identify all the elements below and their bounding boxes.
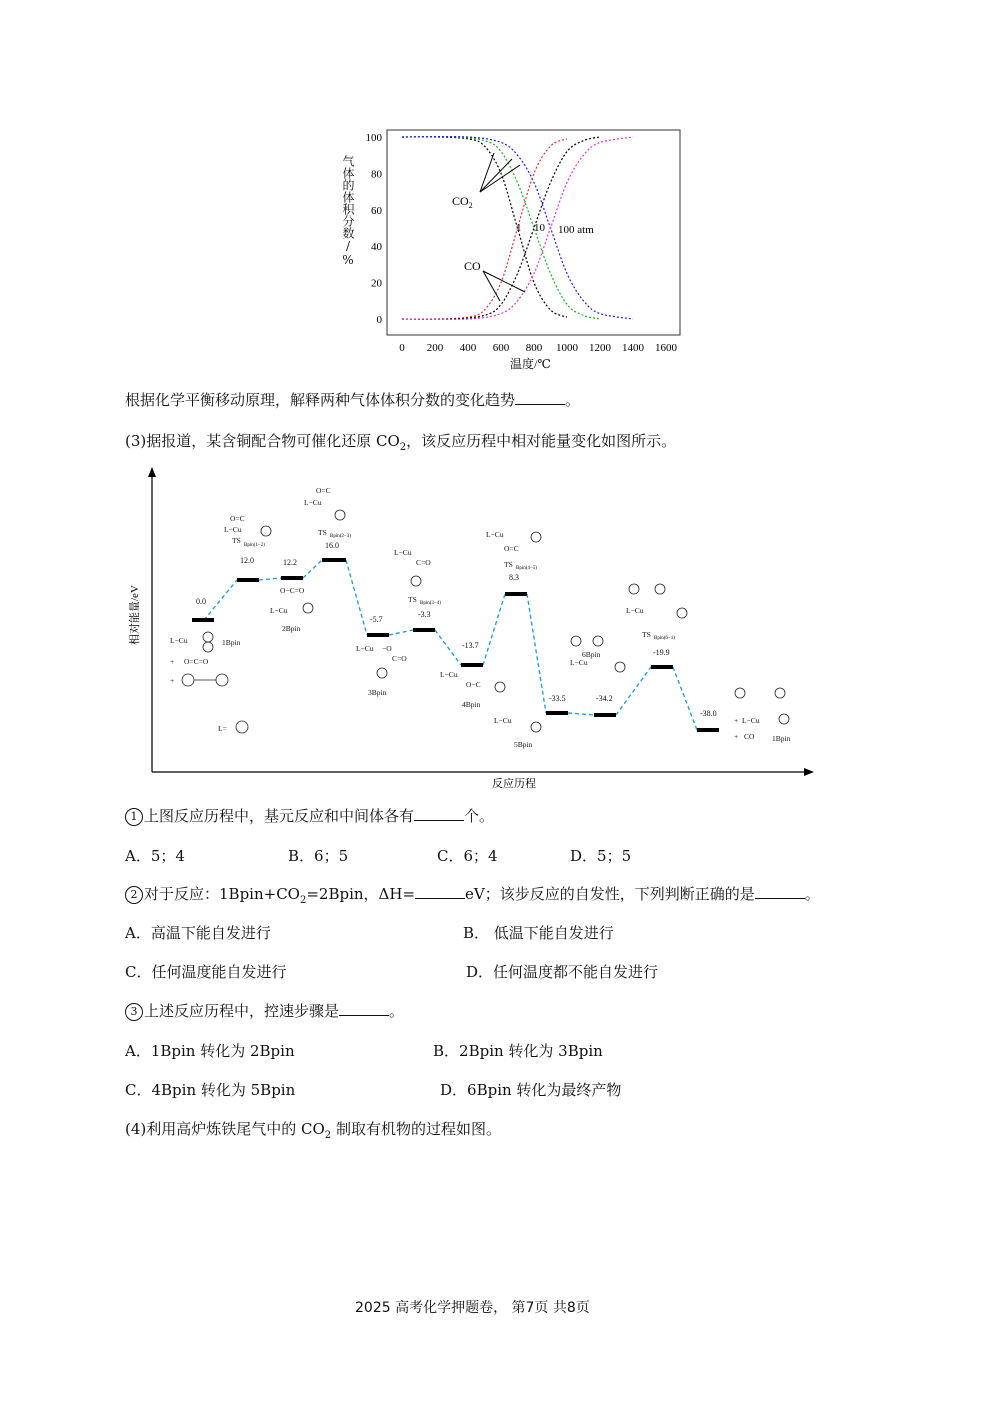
- question-4-intro: (4)利用高炉炼铁尾气中的 $CO_2$ 制取有机物的过程如图。: [125, 1120, 501, 1141]
- y-axis-label: 气体的体积分数/%: [341, 155, 355, 267]
- connector: [346, 560, 367, 635]
- x-tick-label: 1200: [589, 342, 611, 354]
- svg-text:O=C=O: O=C=O: [184, 657, 209, 666]
- level-value: 12.0: [240, 556, 254, 565]
- x-tick-label: 400: [459, 342, 477, 354]
- svg-text:O=C: O=C: [504, 544, 519, 553]
- answer-blank[interactable]: [755, 884, 805, 899]
- option[interactable]: B．2Bpin 转化为 3Bpin: [433, 1042, 603, 1060]
- svg-text:Bpin(4−5): Bpin(4−5): [516, 566, 537, 571]
- pressure-label-10: 10: [534, 222, 545, 234]
- svg-text:TS: TS: [318, 528, 327, 537]
- option[interactable]: D．6Bpin 转化为最终产物: [440, 1081, 622, 1099]
- answer-blank[interactable]: [414, 806, 464, 821]
- option[interactable]: C．任何温度能自发进行: [125, 963, 287, 981]
- svg-text:Bpin(3−4): Bpin(3−4): [420, 601, 441, 606]
- answer-blank[interactable]: [515, 390, 565, 405]
- connector: [435, 630, 461, 665]
- svg-text:6Bpin: 6Bpin: [582, 650, 601, 659]
- option[interactable]: B．6；5: [288, 847, 349, 865]
- svg-text:Bpin(6−1): Bpin(6−1): [654, 636, 675, 641]
- molecule-final: [734, 688, 791, 743]
- svg-text:O=C: O=C: [230, 514, 245, 523]
- level-value: 16.0: [325, 541, 339, 550]
- question-3-3: 3 上述反应历程中，控速步骤是 。: [125, 1001, 404, 1021]
- x-axis-arrow: [804, 768, 814, 776]
- svg-text:L−Cu: L−Cu: [742, 716, 760, 725]
- svg-text:5Bpin: 5Bpin: [514, 740, 533, 749]
- svg-text:L−Cu: L−Cu: [170, 636, 188, 645]
- svg-text:O−C: O−C: [466, 680, 481, 689]
- svg-text:C=O: C=O: [416, 558, 431, 567]
- co-label: CO: [464, 259, 481, 273]
- connector: [673, 667, 697, 730]
- level-value: -3.3: [418, 610, 431, 619]
- page-footer: 2025 高考化学押题卷， 第7页 共8页: [355, 1300, 590, 1316]
- pressure-label-1: 1: [516, 222, 522, 234]
- connector: [616, 667, 651, 715]
- svg-text:+: +: [170, 657, 175, 666]
- svg-text:TS: TS: [642, 630, 651, 639]
- svg-text:L−Cu: L−Cu: [304, 498, 322, 507]
- energy-profile-chart: [120, 465, 820, 795]
- connector: [527, 594, 546, 713]
- level-value: -34.2: [596, 694, 613, 703]
- level-value: 0.0: [196, 597, 206, 606]
- molecule-1bpin: [170, 632, 248, 733]
- question-3-intro: (3)据报道，某含铜配合物可催化还原 $CO_2$，该反应历程中相对能量变化如图所示。: [125, 432, 677, 453]
- molecule-ts34: [394, 548, 441, 606]
- level-value: -19.9: [653, 648, 670, 657]
- y-tick-label: 100: [365, 132, 382, 144]
- x-tick-label: 1600: [655, 342, 677, 354]
- level-value: -33.5: [549, 694, 566, 703]
- y-tick-label: 80: [371, 168, 382, 181]
- connector: [259, 578, 281, 580]
- connector: [483, 594, 505, 665]
- equilibrium-chart-svg: [340, 125, 685, 375]
- connectors: [204, 560, 697, 730]
- option[interactable]: B． 低温下能自发进行: [463, 924, 614, 942]
- svg-text:C=O: C=O: [392, 654, 407, 663]
- svg-text:1Bpin: 1Bpin: [772, 734, 791, 743]
- svg-text:Bpin(1−2): Bpin(1−2): [244, 543, 265, 548]
- svg-text:−O: −O: [382, 644, 392, 653]
- svg-text:L=: L=: [218, 724, 227, 733]
- svg-text:+: +: [170, 676, 175, 685]
- connector: [568, 713, 594, 715]
- option[interactable]: D．5；5: [570, 847, 632, 865]
- level-value: -38.0: [700, 709, 717, 718]
- option[interactable]: A．高温下能自发进行: [125, 924, 271, 942]
- molecule-ts45: [486, 530, 541, 571]
- option[interactable]: A．1Bpin 转化为 2Bpin: [125, 1042, 295, 1060]
- pressure-label-100: 100 atm: [558, 224, 594, 236]
- svg-text:+: +: [734, 716, 739, 725]
- option[interactable]: D．任何温度都不能自发进行: [466, 963, 659, 981]
- svg-text:TS: TS: [504, 560, 513, 569]
- connector: [303, 560, 322, 578]
- connector: [389, 630, 413, 635]
- x-axis-label: 温度/℃: [510, 357, 551, 371]
- svg-text:CO: CO: [744, 732, 755, 741]
- option[interactable]: A．5；4: [125, 847, 185, 865]
- svg-text:L−Cu: L−Cu: [570, 658, 588, 667]
- answer-blank[interactable]: [339, 1001, 389, 1016]
- molecule-2bpin: [270, 586, 313, 633]
- x-tick-label: 0: [399, 342, 405, 354]
- svg-text:L−Cu: L−Cu: [494, 716, 512, 725]
- level-value: -5.7: [370, 615, 383, 624]
- x-tick-label: 800: [525, 342, 543, 354]
- y-tick-label: 0: [376, 314, 382, 326]
- energy-y-label: 相对能量/eV: [129, 585, 141, 645]
- level-value: -13.7: [462, 641, 479, 650]
- explain-question: 根据化学平衡移动原理，解释两种气体体积分数的变化趋势 。: [125, 391, 581, 409]
- energy-profile-svg: [120, 465, 820, 795]
- svg-text:L−Cu: L−Cu: [486, 530, 504, 539]
- molecule-6bpin: [570, 636, 625, 672]
- level-value: 8.3: [509, 573, 519, 582]
- y-tick-label: 40: [371, 241, 382, 254]
- equilibrium-chart: [340, 125, 685, 375]
- svg-text:+: +: [734, 732, 739, 741]
- molecule-ts23: [304, 486, 351, 539]
- level-value: 12.2: [283, 558, 297, 567]
- svg-text:3Bpin: 3Bpin: [368, 688, 387, 697]
- answer-blank[interactable]: [415, 884, 465, 899]
- x-tick-label: 600: [492, 342, 510, 354]
- connector: [204, 580, 237, 620]
- energy-x-label: 反应历程: [492, 778, 536, 790]
- molecule-3bpin: [356, 644, 407, 697]
- svg-text:2Bpin: 2Bpin: [282, 624, 301, 633]
- explain-text: 根据化学平衡移动原理，解释两种气体体积分数的变化趋势: [125, 391, 516, 409]
- svg-text:1Bpin: 1Bpin: [222, 638, 241, 647]
- molecule-5bpin: [494, 716, 541, 749]
- x-tick-label: 1000: [556, 342, 578, 354]
- option[interactable]: C．4Bpin 转化为 5Bpin: [125, 1081, 296, 1099]
- svg-text:L−Cu: L−Cu: [270, 606, 288, 615]
- molecule-ts12: [224, 514, 271, 548]
- y-axis-arrow: [148, 467, 156, 477]
- question-3-1: 1 上图反应历程中，基元反应和中间体各有 个。: [125, 806, 494, 826]
- svg-text:L−Cu: L−Cu: [440, 670, 458, 679]
- option[interactable]: C．6；4: [437, 847, 498, 865]
- svg-text:L−Cu: L−Cu: [356, 644, 374, 653]
- y-tick-label: 60: [371, 204, 382, 217]
- question-3-2: 2 对于反应：$1Bpin+CO_2=2Bpin$，ΔH= eV；该步反应的自发性，下列判断正确的是 。: [125, 884, 820, 911]
- x-tick-label: 200: [426, 342, 444, 354]
- svg-text:4Bpin: 4Bpin: [462, 700, 481, 709]
- svg-text:Bpin(2−3): Bpin(2−3): [330, 534, 351, 539]
- svg-text:L−Cu: L−Cu: [626, 606, 644, 615]
- svg-text:L−Cu: L−Cu: [224, 525, 242, 534]
- x-tick-label: 1400: [622, 342, 644, 354]
- svg-text:TS: TS: [232, 536, 241, 545]
- svg-text:TS: TS: [408, 595, 417, 604]
- molecule-4bpin: [440, 670, 505, 709]
- svg-text:L−Cu: L−Cu: [394, 548, 412, 557]
- molecule-ts61: [626, 584, 687, 641]
- co2-label: $CO_2$: [452, 194, 473, 210]
- svg-text:O−C=O: O−C=O: [280, 586, 305, 595]
- y-tick-label: 20: [371, 277, 382, 290]
- svg-text:O=C: O=C: [316, 486, 331, 495]
